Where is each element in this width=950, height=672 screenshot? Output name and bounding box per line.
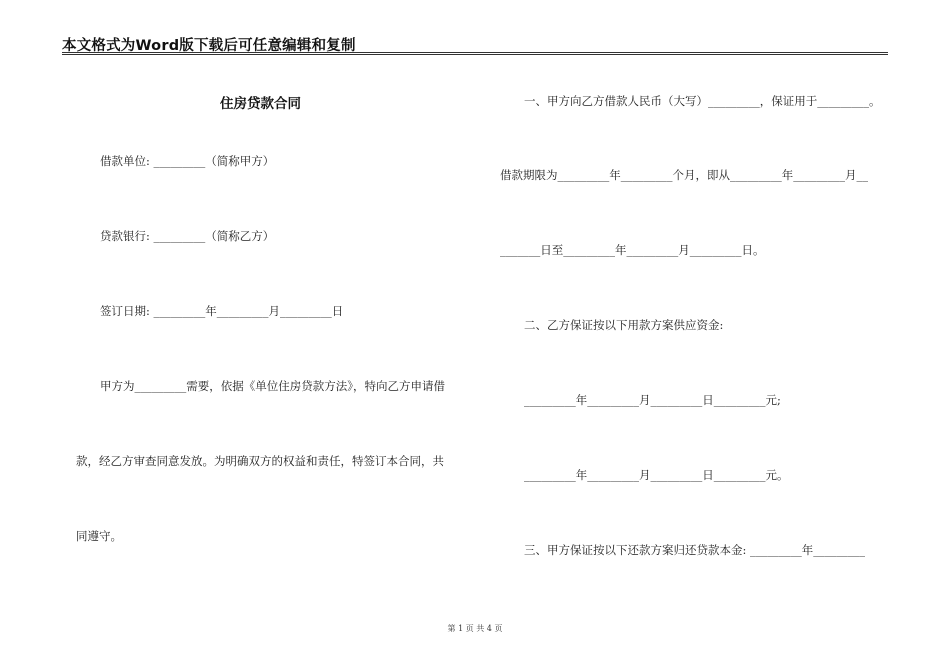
clause-3-line: 三、甲方保证按以下还款方案归还贷款本金: _________年_________ (524, 543, 866, 557)
signing-date-line: 签订日期: _________年_________月_________日 (100, 304, 344, 318)
clause-1-line: 一、甲方向乙方借款人民币（大写）_________，保证用于_________。 (524, 94, 881, 108)
header-rule-bottom (62, 54, 888, 55)
preamble-line-3: 同遵守。 (76, 529, 122, 543)
disbursement-line-1: _________年_________月_________日_________元; (524, 393, 781, 407)
loan-term-line-2: _______日至_________年_________月_________日。 (500, 243, 765, 257)
page-footer: 第 1 页 共 4 页 (447, 624, 503, 633)
disbursement-line-2: _________年_________月_________日_________元。 (524, 468, 789, 482)
preamble-line-2: 款，经乙方审查同意发放。为明确双方的权益和责任，特签订本合同，共 (76, 454, 444, 468)
header-rule-top (62, 52, 888, 53)
preamble-line-1: 甲方为_________需要，依据《单位住房贷款方法》，特向乙方申请借 (100, 379, 445, 393)
clause-2-line: 二、乙方保证按以下用款方案供应资金: (524, 318, 724, 332)
lender-bank-line: 贷款银行: _________（简称乙方） (100, 229, 275, 243)
contract-title: 住房贷款合同 (220, 96, 301, 112)
loan-term-line-1: 借款期限为_________年_________个月，即从_________年_________月__ (500, 168, 868, 182)
document-banner: 本文格式为Word版下载后可任意编辑和复制 (62, 38, 356, 54)
borrower-line: 借款单位: _________（简称甲方） (100, 154, 275, 168)
